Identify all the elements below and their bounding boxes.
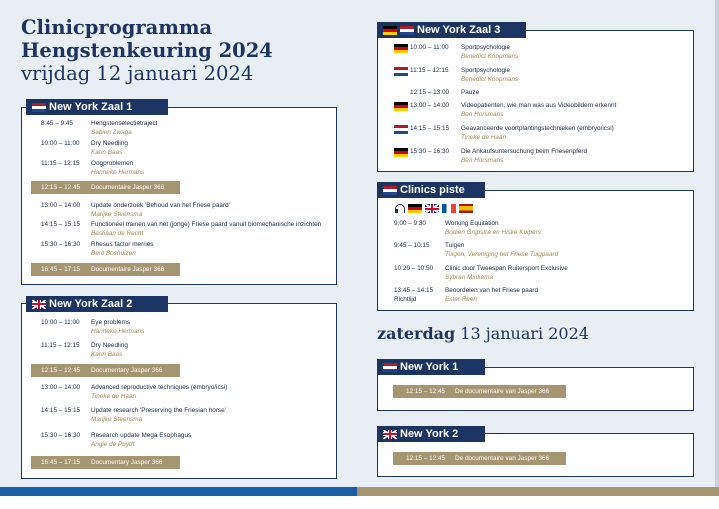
- dutch-flag-icon: [394, 67, 408, 76]
- dutch-flag-icon: [32, 103, 46, 112]
- session-title: Research update Mega Esophagus: [91, 432, 192, 439]
- session-time: 13:00 – 14:00: [410, 102, 450, 109]
- piste-header-label: Clinics piste: [400, 184, 465, 196]
- title-line-2: Hengstenkeuring 2024: [21, 39, 273, 62]
- bar-time: 12:15 – 12:45: [406, 455, 446, 462]
- session-speaker: Tineke de Haan: [91, 392, 137, 400]
- zaal1-header-label: New York Zaal 1: [49, 101, 133, 113]
- session-title: Oogproblemen: [91, 160, 134, 167]
- footer-stripe-blue: [0, 487, 357, 496]
- bar-time: 12:15 – 12:45: [406, 388, 446, 395]
- session-time: 13:00 – 14:00: [41, 202, 81, 209]
- session-title: Clinic door Tweespan Ruitersport Exclusive: [445, 265, 568, 272]
- bar-title: De documentaire van Jasper 366: [455, 455, 550, 462]
- documentary-bar: [31, 364, 180, 377]
- documentary-bar: [393, 452, 566, 465]
- headphones-icon: [395, 204, 405, 213]
- scrollbar[interactable]: [715, 0, 719, 487]
- session-time: 10:00 – 11:00: [410, 44, 449, 51]
- session-speaker: Tineke de Haan: [461, 133, 507, 141]
- session-title: Beoordelen van het Friese paard: [445, 287, 539, 294]
- session-title: Dry Needling: [91, 140, 128, 147]
- session-title: Die Ankaufsuntersuchung beim Friesenpferd: [461, 148, 588, 155]
- session-title: Pauze: [461, 89, 480, 96]
- ny2-header: [377, 426, 485, 442]
- session-speaker: Ben Horsmans: [461, 110, 504, 118]
- dutch-flag-icon: [383, 363, 397, 372]
- uk-flag-icon: [32, 300, 46, 309]
- bar-title: De documentaire van Jasper 366: [455, 388, 550, 395]
- zaal3-header-label: New York Zaal 3: [417, 24, 501, 36]
- session-time: 10:00 – 11:00: [41, 140, 80, 147]
- piste-header: [377, 182, 485, 198]
- session-speaker: Bastiaan de Recht: [91, 229, 144, 237]
- session-speaker: Benedict Koopmans: [461, 52, 519, 60]
- bar-title: Documentary Jasper 366: [91, 367, 163, 374]
- session-time: 10:00 – 11:00: [41, 319, 80, 326]
- session-speaker: Karin Baas: [91, 148, 123, 156]
- documentary-bar: [31, 181, 180, 194]
- uk-flag-icon: [383, 430, 397, 439]
- saturday-day: zaterdag: [377, 324, 456, 343]
- zaal1-header: [26, 99, 168, 115]
- session-title: Rhesus factor merries: [91, 241, 154, 248]
- bar-title: Documentaire Jasper 366: [91, 184, 165, 191]
- session-time: 14:15 – 15:15: [41, 407, 81, 414]
- dutch-flag-icon: [383, 186, 397, 195]
- zaal1-box: [21, 107, 337, 285]
- session-time: 11:15 – 12:15: [41, 342, 80, 349]
- session-time: 15:30 – 16:30: [41, 432, 81, 439]
- session-title: Dry Needling: [91, 342, 128, 349]
- language-icons: [395, 204, 473, 213]
- session-title: Videopatienten, wie man was aus Videobildern erkennt: [461, 102, 617, 109]
- session-title: Update research 'Preserving the Friesian horse': [91, 407, 226, 414]
- session-time: 13:45 – 14:15: [394, 287, 434, 294]
- bar-title: Documentaire Jasper 366: [91, 266, 165, 273]
- session-time: 11:15 – 12:15: [410, 67, 449, 74]
- session-time: 8:45 – 9:45: [41, 120, 73, 127]
- session-speaker: Tuigen, Vereniging het Friese Tuigpaard: [445, 250, 559, 258]
- session-time: 9:00 – 9:30: [394, 220, 426, 227]
- session-time: 15:30 – 16:30: [410, 148, 450, 155]
- spanish-flag-icon: [459, 204, 473, 213]
- session-speaker: Ben Horsmans: [461, 156, 504, 164]
- session-time: 11:15 – 12:15: [41, 160, 80, 167]
- session-time: 13:00 – 14:00: [41, 384, 81, 391]
- zaal2-header: [26, 296, 168, 312]
- title-line-1: Clinicprogramma: [21, 16, 213, 39]
- documentary-bar: [31, 456, 180, 469]
- bar-time: 16:45 – 17:15: [41, 459, 81, 466]
- documentary-bar: [393, 385, 566, 398]
- session-speaker: Hanneke Hermans: [91, 327, 145, 335]
- french-flag-icon: [442, 204, 456, 213]
- session-speaker: Ester Reen: [445, 295, 477, 303]
- documentary-bar: [31, 263, 180, 276]
- session-speaker: Angie de Puydt: [91, 440, 135, 448]
- saturday-heading: [377, 324, 589, 343]
- page-title: [21, 16, 351, 85]
- session-time: 10:20 – 10:50: [394, 265, 434, 272]
- german-flag-icon: [383, 26, 397, 35]
- bar-time: 16:45 – 17:15: [41, 266, 81, 273]
- zaal2-header-label: New York Zaal 2: [49, 298, 133, 310]
- ny1-header-label: New York 1: [400, 361, 459, 373]
- german-flag-icon: [394, 102, 408, 111]
- session-title: Hengstenselectietraject: [91, 120, 158, 127]
- session-title: Sportpsychologie: [461, 44, 511, 51]
- bar-time: 12:15 – 12:45: [41, 184, 81, 191]
- session-title: Working Equitation: [445, 220, 499, 227]
- session-time: 12:15 – 13:00: [410, 89, 450, 96]
- session-speaker: Karin Baas: [91, 350, 123, 358]
- session-time: 14:15 – 15:15: [41, 221, 81, 228]
- session-speaker: Bodien Grijpstra en Hiske Kuipers: [445, 228, 541, 236]
- session-title: Geavanceerde voortplantingstechnieken (embryo/icsi): [461, 125, 614, 132]
- session-extra: Richtlijd: [394, 295, 417, 303]
- session-title: Update onderzoek 'Behoud van het Friese paard': [91, 202, 230, 209]
- session-speaker: Marijke Steensma: [91, 210, 143, 218]
- footer-stripe-gold: [357, 487, 719, 496]
- session-speaker: Berit Boshuizen: [91, 249, 136, 257]
- session-speaker: Hanneke Hermans: [91, 168, 145, 176]
- bar-title: Documentary Jasper 366: [91, 459, 163, 466]
- session-title: Sportpsychologie: [461, 67, 511, 74]
- session-speaker: Sabien Zwaga: [91, 128, 132, 136]
- session-title: Functioneel trainen van het (jonge) Friese paard vanuit biomechanische inzichten: [91, 221, 322, 228]
- session-time: 14:15 – 15:15: [410, 125, 450, 132]
- bar-time: 12:15 – 12:45: [41, 367, 81, 374]
- ny1-header: [377, 359, 485, 375]
- ny2-header-label: New York 2: [400, 428, 459, 440]
- session-speaker: Sybran Minkema: [445, 273, 493, 281]
- saturday-date: 13 januari 2024: [460, 324, 589, 343]
- session-title: Advanced reproductive techniques (embryo/icsi): [91, 384, 228, 391]
- uk-flag-icon: [425, 204, 439, 213]
- session-title: Tuigen: [445, 242, 465, 249]
- german-flag-icon: [394, 148, 408, 157]
- dutch-flag-icon: [394, 125, 408, 134]
- german-flag-icon: [394, 44, 408, 53]
- session-speaker: Benedict Koopmans: [461, 75, 519, 83]
- session-title: Eye problems: [91, 319, 131, 326]
- zaal3-header: [377, 22, 526, 38]
- german-flag-icon: [408, 204, 422, 213]
- page-bottom: [0, 496, 719, 509]
- session-speaker: Marijke Steensma: [91, 415, 143, 423]
- dutch-flag-icon: [400, 26, 414, 35]
- title-date: vrijdag 12 januari 2024: [21, 62, 254, 85]
- session-time: 9:45 – 10:15: [394, 242, 430, 249]
- session-time: 15:30 – 16:30: [41, 241, 81, 248]
